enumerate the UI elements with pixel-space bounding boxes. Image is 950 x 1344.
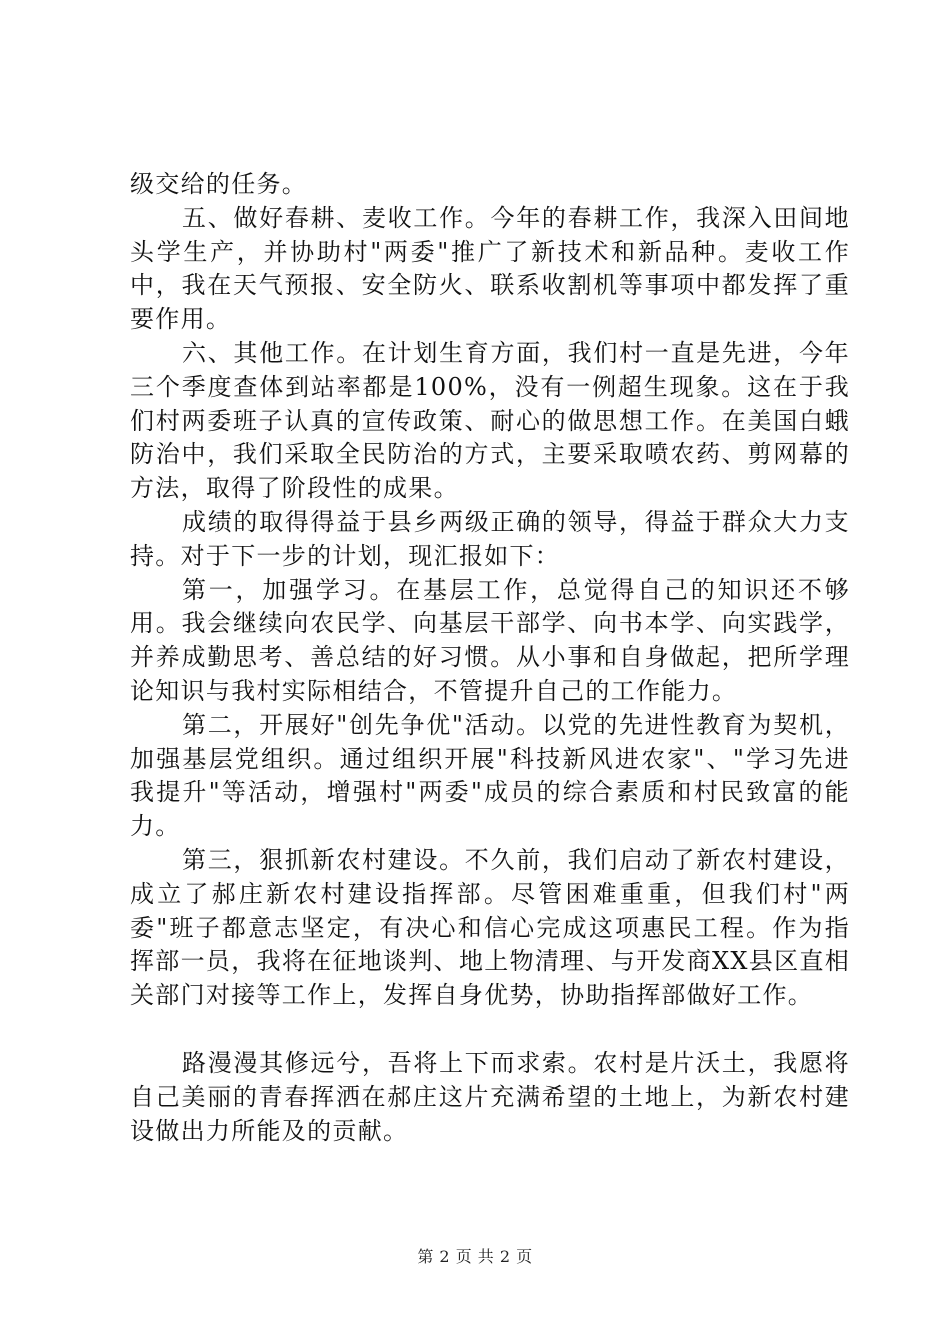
paragraph-plan-construction: 第三，狠抓新农村建设。不久前，我们启动了新农村建设，成立了郝庄新农村建设指挥部。尽管困难重重，但我们村"两委"班子都意志坚定，有决心和信心完成这项惠民工程。作为指挥部一员，我将在征地谈判、地上物清理、与开发商XX县区直相关部门对接等工作上，发挥自身优势，协助指挥部做好工作。 xyxy=(130,845,850,1010)
paragraph-plan-study: 第一，加强学习。在基层工作，总觉得自己的知识还不够用。我会继续向农民学、向基层干部学、向书本学、向实践学，并养成勤思考、善总结的好习惯。从小事和自身做起，把所学理论知识与我村实际相结合，不管提升自己的工作能力。 xyxy=(130,575,850,705)
paragraph-plan-activities: 第二，开展好"创先争优"活动。以党的先进性教育为契机，加强基层党组织。通过组织开展"科技新风进农家"、"学习先进我提升"等活动，增强村"两委"成员的综合素质和村民致富的能力。 xyxy=(130,710,850,841)
paragraph-spring-harvest: 五、做好春耕、麦收工作。今年的春耕工作，我深入田间地头学生产，并协助村"两委"推广了新技术和新品种。麦收工作中，我在天气预报、安全防火、联系收割机等事项中都发挥了重要作用。 xyxy=(130,203,850,334)
paragraph-closing: 路漫漫其修远兮，吾将上下而求索。农村是片沃土，我愿将自己美丽的青春挥洒在郝庄这片充满希望的土地上，为新农村建设做出力所能及的贡献。 xyxy=(130,1048,850,1145)
paragraph-achievements: 成绩的取得得益于县乡两级正确的领导，得益于群众大力支持。对于下一步的计划，现汇报如下： xyxy=(130,507,850,570)
paragraph-continuation: 级交给的任务。 xyxy=(130,170,308,198)
page-number-footer: 第 2 页 共 2 页 xyxy=(417,1247,533,1266)
paragraph-other-work: 六、其他工作。在计划生育方面，我们村一直是先进，今年三个季度查体到站率都是100%，没有一例超生现象。这在于我们村两委班子认真的宣传政策、耐心的做思想工作。在美国白蛾防治中，我们采取全民防治的方式，主要采取喷农药、剪网幕的方法，取得了阶段性的成果。 xyxy=(130,338,850,503)
document-body xyxy=(130,168,850,1148)
